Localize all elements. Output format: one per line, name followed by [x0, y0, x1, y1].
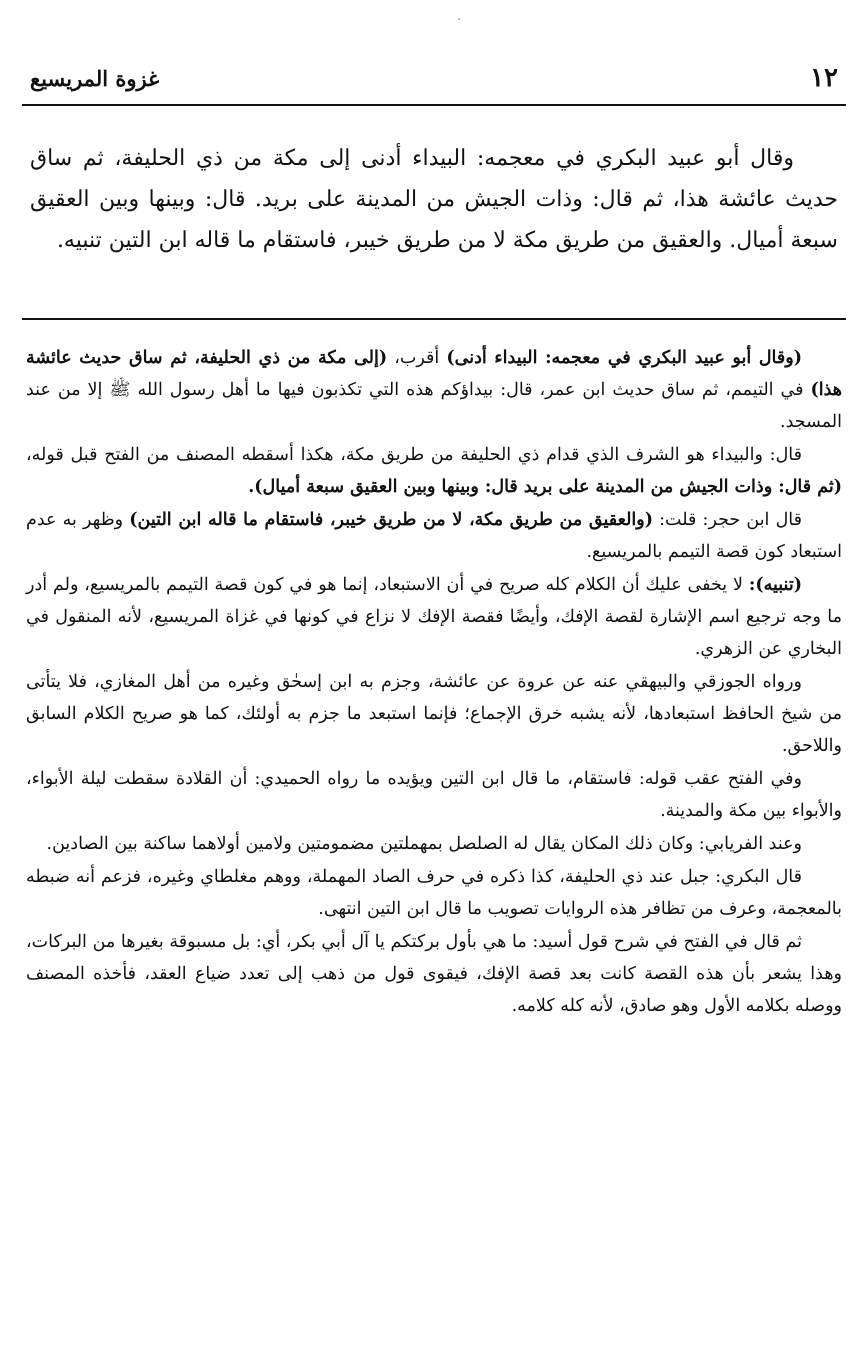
commentary-text: وظهر به عدم استبعاد كون قصة التيمم بالمريسيع. [26, 510, 842, 562]
main-text [30, 138, 838, 261]
commentary-text: أقرب، [387, 348, 447, 368]
page-header [30, 58, 838, 98]
commentary-text: في التيمم، ثم ساق حديث ابن عمر، قال: بيداؤكم هذه التي تكذبون فيها ما أهل رسول الله ﷺ إلا من عند المسجد. [26, 380, 842, 432]
running-title: غزوة المريسيع [30, 65, 160, 91]
quoted-text: (إلى مكة من ذي الحليفة، ثم ساق حديث عائشة هذا) [26, 348, 842, 400]
quoted-text: (ثم قال: وذات الجيش من المدينة على بريد قال: وبينها وبين العقيق سبعة أميال). [248, 477, 842, 497]
footnote-paragraph [26, 861, 842, 925]
commentary-text: ثم قال في الفتح في شرح قول أسيد: ما هي بأول بركتكم يا آل أبي بكر، أي: بل مسبوقة بغيرها من البركات، وهذا يشعر بأن هذه القصة كانت بعد قصة الإفك، فيقوى قول من ذهب إلى تعدد ضياع العقد، فأخذه المصنف ووصله بكلامه الأول وهو صادق، لأنه كله كلامه. [26, 932, 842, 1016]
header-rule [22, 104, 846, 106]
main-paragraph: وقال أبو عبيد البكري في معجمه: البيداء أدنى إلى مكة من ذي الحليفة، ثم ساق حديث عائشة هذا، ثم قال: وذات الجيش من المدينة على بريد. قال: وبينها وبين العقيق سبعة أميال. والعقيق من طريق مكة لا من طريق خيبر، فاستقام ما قاله ابن التين تنبيه. [30, 146, 838, 253]
page-number: ١٢ [810, 63, 838, 93]
quoted-text: (تنبيه): [748, 575, 802, 595]
footnote-paragraph [26, 828, 842, 860]
commentary-text: وفي الفتح عقب قوله: فاستقام، ما قال ابن التين ويؤيده ما رواه الحميدي: أن القلادة سقطت ليلة الأبواء، والأبواء بين مكة والمدينة. [26, 769, 842, 821]
footnote-paragraph [26, 666, 842, 762]
commentary-text: قال ابن حجر: قلت: [653, 510, 802, 530]
quoted-text: (والعقيق من طريق مكة، لا من طريق خيبر، فاستقام ما قاله ابن التين) [129, 510, 653, 530]
commentary-text: قال: والبيداء هو الشرف الذي قدام ذي الحليفة من طريق مكة، هكذا أسقطه المصنف من الفتح قبل قوله، [26, 445, 802, 465]
footnote-paragraph [26, 569, 842, 665]
footnote-paragraph [26, 342, 842, 438]
footnote-paragraph [26, 504, 842, 568]
commentary-text: لا يخفى عليك أن الكلام كله صريح في أن الاستبعاد، إنما هو في كون قصة التيمم بالمريسيع، ولم أدر ما وجه ترجيع اسم الإشارة لقصة الإفك، وأيضًا فقصة الإفك لا نزاع في كونها في غزاة المريسيع، لأنه المنقول في البخاري عن الزهري. [26, 575, 842, 659]
commentary-text: ورواه الجوزقي والبيهقي عنه عن عروة عن عائشة، وجزم به ابن إسحٰق وغيره من أهل المغازي، فلا يتأتى من شيخ الحافظ استبعادها، لأنه يشبه خرق الإجماع؛ فإنما استبعد ما جزم به أولئك، كما هو صريح الكلام السابق واللاحق. [26, 672, 842, 756]
footnote-paragraph [26, 763, 842, 827]
commentary-text: قال البكري: جبل عند ذي الحليفة، كذا ذكره في حرف الصاد المهملة، ووهم مغلطاي وغيره، فزعم أنه ضبطه بالمعجمة، وعرف من تظافر هذه الروايات تصويب ما قال ابن التين انتهى. [26, 867, 842, 919]
footnote-rule [22, 318, 846, 320]
quoted-text: (وقال أبو عبيد البكري في معجمه: البيداء أدنى) [446, 348, 802, 368]
footnotes [26, 342, 842, 1023]
footnote-paragraph [26, 926, 842, 1022]
footnote-paragraph [26, 439, 842, 503]
commentary-text: وعند الفريابي: وكان ذلك المكان يقال له الصلصل بمهملتين مضمومتين ولامين أولاهما ساكنة بين الصادين. [46, 834, 802, 854]
scan-speck [458, 18, 460, 20]
